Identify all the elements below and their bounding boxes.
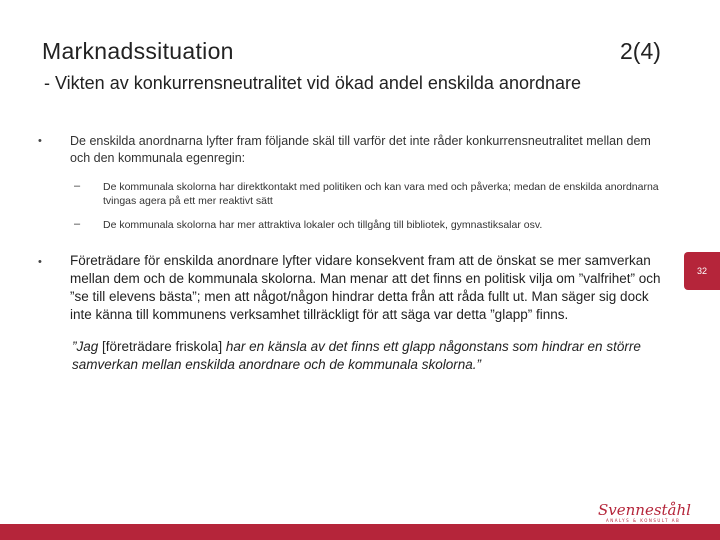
quote-bracket: [företrädare friskola] [102, 339, 223, 354]
sub-bullet-2: De kommunala skolorna har mer attraktiva lokaler och tillgång till bibliotek, gymnastiksalar osv. [103, 219, 543, 231]
bottom-accent-bar [0, 524, 720, 540]
dash-marker-2: – [74, 218, 81, 230]
interview-quote [72, 338, 672, 374]
slide-title: Marknadssituation [42, 38, 234, 64]
bullet-text-2: Företrädare för enskilda anordnare lyfter vidare konsekvent fram att de önskat se mer samverkan mellan dem och de kommunala skolorna. Man menar att det finns en politisk vilja om ”valfrihet” och ”se till elevens bästa”; men att något/någon hindrar detta från att råda fullt ut. Man säger sig dock inte känna till kommunens verksamhet tillräckligt för att säga var detta ”glapp” finns. [70, 253, 661, 322]
bullet-marker-2: • [38, 256, 42, 268]
quote-open: ”Jag [72, 339, 103, 354]
slide-subtitle: - Vikten av konkurrensneutralitet vid ökad andel enskilda anordnare [44, 73, 581, 93]
page-number: 2(4) [620, 38, 661, 64]
bullet-text-1: De enskilda anordnarna lyfter fram följande skäl till varför det inte råder konkurrensneutralitet mellan dem och den kommunala egenregin: [70, 134, 651, 165]
logo-mark [596, 498, 691, 524]
svg-text:Svenneståhl: Svenneståhl [598, 501, 691, 519]
side-tab-number: 32 [696, 266, 707, 276]
dash-marker-1: – [74, 180, 81, 192]
bullet-marker-1: • [38, 135, 42, 147]
sub-bullet-1: De kommunala skolorna har direktkontakt med politiken och kan vara med och påverka; medan de enskilda anordnarna tvingas agera på ett mer reaktivt sätt [103, 181, 659, 207]
side-page-tab [684, 252, 720, 290]
svg-text:ANALYS & KONSULT AB: ANALYS & KONSULT AB [606, 518, 681, 523]
quote-rest: har en känsla av det finns ett glapp någonstans som hindrar en större samverkan mellan enskilda anordnare och de kommunala skolorna.” [72, 339, 641, 372]
